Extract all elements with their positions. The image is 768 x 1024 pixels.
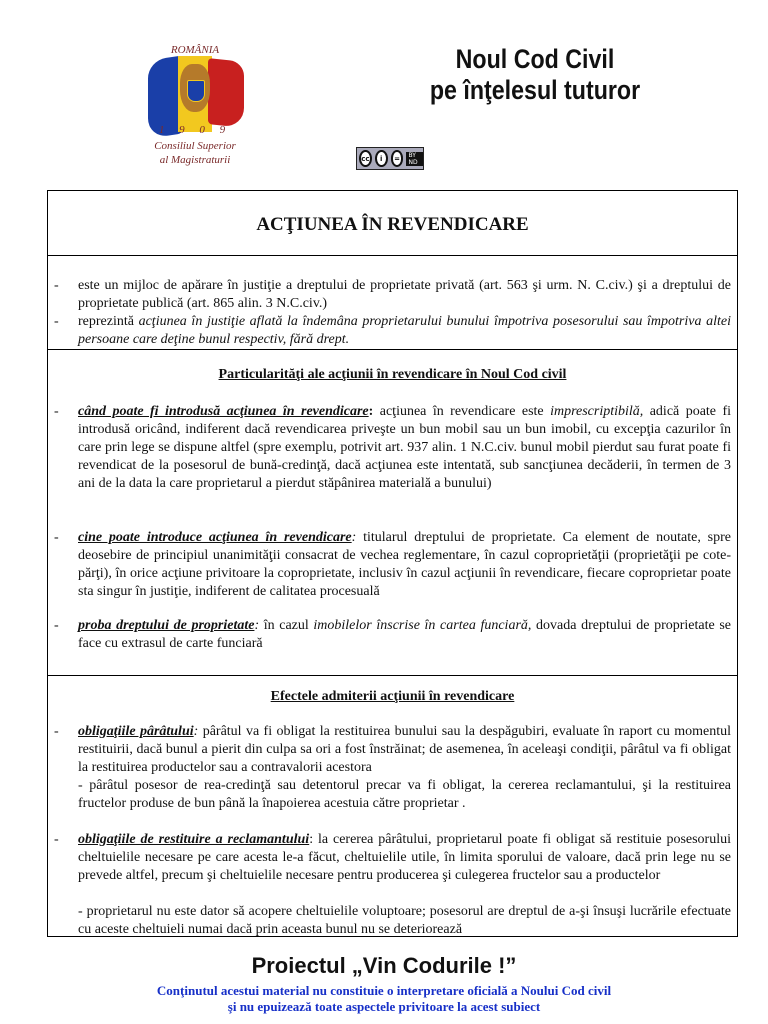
- title-line2: pe înţelesul tuturor: [429, 75, 641, 105]
- list-item: - când poate fi introdusă acţiunea în revendicare: acţiunea în revendicare este imprescriptibilă, adică poate fi introdusă oricând, indiferent dacă revendicarea priveşte un bun mobil sau un bun imobil, cu excepţia cazurilor în care prin lege se dispune altfel (spre exemplu, potrivit art. 937 alin. 1 N.C.civ. bunul mobil pierdut sau furat poate fi revendicat de la posesorul de bună-credinţă, dacă acţiunea este intentată, sub sancţiunea decăderii, în termen de 3 ani de la data la care proprietarul a pierdut stăpânirea materială a bunului): [54, 404, 731, 491]
- cc-icon: cc: [359, 150, 372, 167]
- section-title: Efectele admiterii acţiunii în revendicare: [270, 689, 515, 704]
- list-item: - proba dreptului de proprietate: în cazul imobilelor înscrise în cartea funciară, dovada dreptului de proprietate se face cu extrasul de carte funciară: [54, 618, 731, 651]
- title-section: [48, 191, 737, 256]
- list-item: - obligaţiile pârâtului: pârâtul va fi obligat la restituirea bunului sau la despăgubiri, evaluate în raport cu momentul restituirii, dacă bunul a pierit din culpa sa ori a fost înstrăinat; de asemenea, în aceleaşi condiţii, pârâtul va fi obligat la restituirea productelor sau a contravalorii acestora: [54, 724, 731, 775]
- title-line1: Noul Cod Civil: [455, 44, 615, 74]
- by-icon: i: [375, 150, 388, 167]
- list-item: - reprezintă acţiunea în justiţie aflată la îndemâna proprietarului bunului împotriva posesorului sau împotriva altei persoane care deţine bunul respectiv, fără drept.: [54, 314, 731, 347]
- sub-item: - pârâtul posesor de rea-credinţă sau detentorul precar va fi obligat, la cererea reclamantului, şi la restituirea fructelor produse de bun până la înapoierea acestuia către proprietar .: [78, 778, 731, 811]
- intro-section: [48, 255, 737, 350]
- list-item: - este un mijloc de apărare în justiţie a dreptului de proprietate privată (art. 563 şi urm. N. C.civ.) şi a dreptului de proprietate publică (art. 865 alin. 3 N.C.civ.): [54, 278, 731, 311]
- footer-disclaimer: [0, 983, 768, 1015]
- shield-icon: [187, 80, 205, 102]
- disclaimer-line1: Conţinutul acestui material nu constituie o interpretare oficială a Noului Cod civil: [156, 983, 612, 998]
- disclaimer-line2: şi nu epuizează toate aspectele privitoare la acest subiect: [227, 999, 541, 1014]
- footer-title: Proiectul „Vin Codurile !”: [251, 953, 517, 978]
- particularities-section: [48, 349, 737, 676]
- logo-year: 1 9 0 9: [158, 124, 232, 136]
- page-title: [423, 44, 647, 106]
- logo-top-text: ROMÂNIA: [170, 44, 220, 56]
- effects-section: [48, 675, 737, 937]
- csm-logo: [140, 40, 260, 170]
- license-text: BY ND: [406, 152, 423, 166]
- flag-red-stripe: [208, 58, 244, 128]
- document-title: ACŢIUNEA ÎN REVENDICARE: [256, 214, 529, 235]
- list-item: - obligaţiile de restituire a reclamantului: la cererea pârâtului, proprietarul poate fi obligat să restituie posesorului cheltuielile necesare pe care acesta le-a făcut, cheltuielile utile, în limita sporului de valoare, dacă prin lege nu se prevede altfel, precum şi cheltuielile necesare pentru producerea şi culegerea fructelor sau a productelor: [54, 832, 732, 883]
- license-badge[interactable]: [356, 147, 424, 170]
- equal-icon: =: [391, 150, 404, 167]
- sub-item: - proprietarul nu este dator să acopere cheltuielile voluptoare; posesorul are dreptul de a-şi însuşi lucrările efectuate cu aceste cheltuieli numai dacă prin aceasta bunul nu se deteriorează: [78, 904, 731, 937]
- list-item: - cine poate introduce acţiunea în revendicare: titularul dreptului de proprietate. Ca element de noutate, spre deosebire de principiul unanimităţii consacrat de vechea reglementare, în cazul coproprietăţii (proprietăţii pe cote-părţi), în orice acţiune privitoare la coproprietate, inclusiv în cazul acţiunii în revendicare, fiecare coproprietar poate sta singur în justiţie, indiferent de calitatea procesuală: [54, 530, 732, 599]
- document-frame: [47, 190, 738, 937]
- logo-org-line2: al Magistraturii: [159, 154, 231, 166]
- logo-org-line1: Consiliul Superior: [154, 140, 236, 152]
- section-title: Particularităţi ale acţiunii în revendicare în Noul Cod civil: [218, 367, 567, 382]
